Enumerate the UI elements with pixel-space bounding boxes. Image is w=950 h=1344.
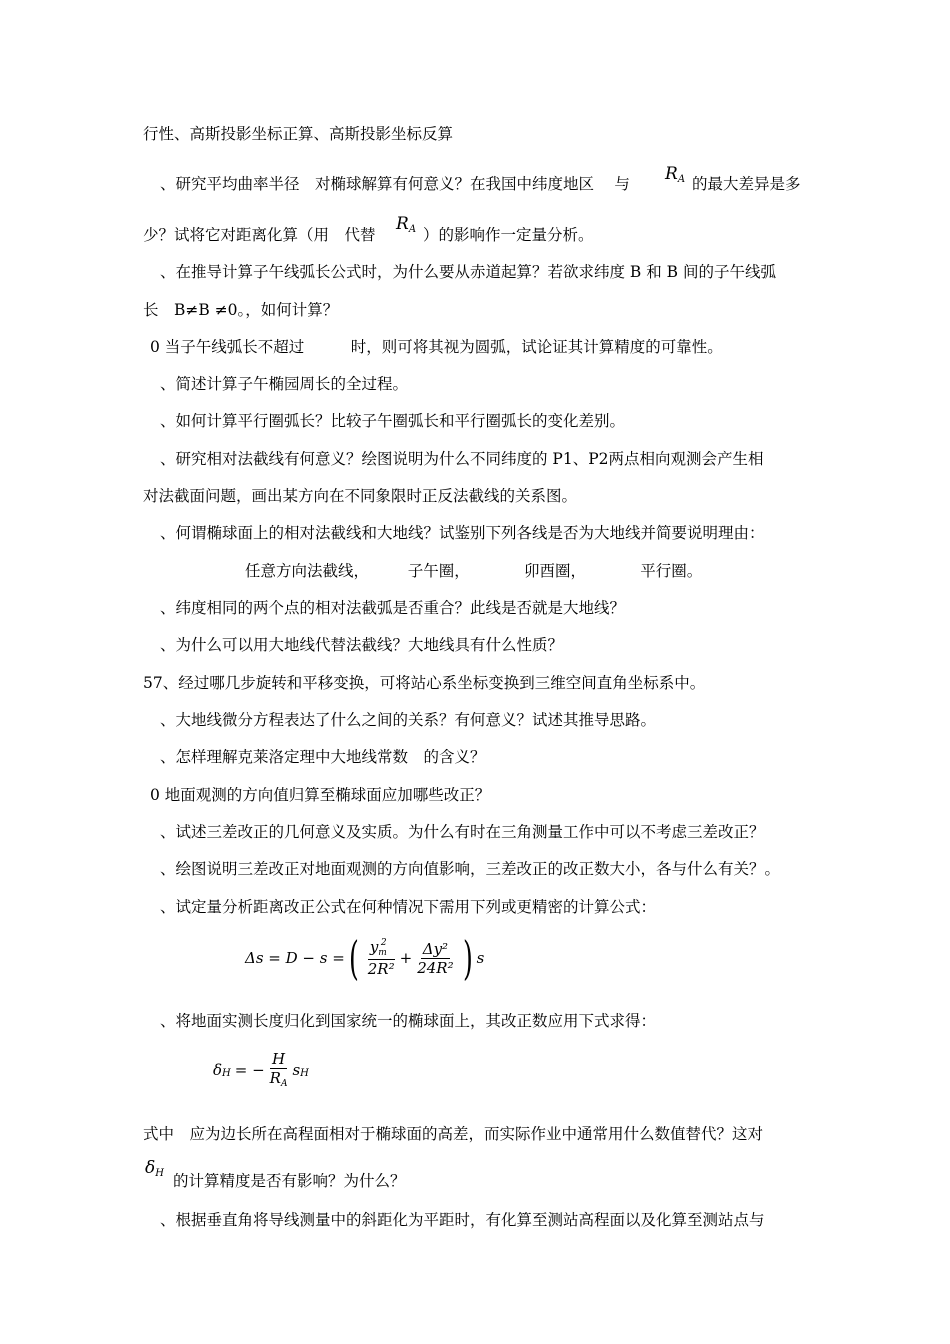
text-line: ）的影响作一定量分析。 xyxy=(423,226,594,244)
fraction: $\frac{H}{R_A}$ xyxy=(269,1050,288,1089)
math-symbol-delta-h: δH xyxy=(145,1158,164,1179)
text-line: 、研究平均曲率半径 对椭球解算有何意义？在我国中纬度地区 与 xyxy=(160,175,630,193)
text-line: 、为什么可以用大地线代替法截线？大地线具有什么性质？ xyxy=(160,636,564,654)
text-line: 、如何计算平行圈弧长？比较子午圈弧长和平行圈弧长的变化差别。 xyxy=(160,412,626,430)
text-line: 长 B≠B ≠0。，如何计算？ xyxy=(143,301,339,319)
text-line: 对法截面问题，画出某方向在不同象限时正反法截线的关系图。 xyxy=(143,487,578,505)
equation-distance-correction: Δs = D − s = ( $\frac{y_m^2}{\text{2R²}}$ + $\frac{\text{Δy²}}{\text{24R²}}$ ) s xyxy=(245,931,485,985)
text-line: 、怎样理解克莱洛定理中大地线常数 的含义？ xyxy=(160,748,486,766)
text-line: 式中 应为边长所在高程面相对于椭球面的高差，而实际作业中通常用什么数值替代？这对 xyxy=(143,1125,764,1143)
text-line: 、何谓椭球面上的相对法截线和大地线？试鉴别下列各线是否为大地线并简要说明理由： xyxy=(160,524,765,542)
fraction: $\frac{y_m^2}{\text{2R²}}$ xyxy=(367,938,395,978)
text-line: 0 地面观测的方向值归算至椭球面应加哪些改正？ xyxy=(150,786,491,804)
text-line: 、绘图说明三差改正对地面观测的方向值影响，三差改正的改正数大小，各与什么有关？。 xyxy=(160,860,781,878)
text-line: 的最大差异是多 xyxy=(692,175,801,193)
text-line: 的计算精度是否有影响？为什么？ xyxy=(173,1172,406,1190)
text-line: 、大地线微分方程表达了什么之间的关系？有何意义？试述其推导思路。 xyxy=(160,711,657,729)
equation-lhs: Δs = D − s = xyxy=(245,949,345,967)
text-line: 行性、高斯投影坐标正算、高斯投影坐标反算 xyxy=(143,125,454,143)
equation-height-correction: δ H = − $\frac{H}{R_A}$ s H xyxy=(213,1050,309,1089)
text-line: 、试定量分析距离改正公式在何种情况下需用下列或更精密的计算公式： xyxy=(160,898,657,916)
text-line: 任意方向法截线， 子午圈， 卯酉圈， 平行圈。 xyxy=(245,562,703,580)
text-line: 、试述三差改正的几何意义及实质。为什么有时在三角测量工作中可以不考虑三差改正？ xyxy=(160,823,765,841)
text-line: 、研究相对法截线有何意义？绘图说明为什么不同纬度的 P1、P2两点相向观测会产生相 xyxy=(160,450,764,468)
math-symbol-ra: RA xyxy=(396,214,417,235)
fraction: $\frac{\text{Δy²}}{\text{24R²}}$ xyxy=(417,939,454,977)
text-line: 、将地面实测长度归化到国家统一的椭球面上，其改正数应用下式求得： xyxy=(160,1012,657,1030)
text-line: 0 当子午线弧长不超过 时，则可将其视为圆弧，试论证其计算精度的可靠性。 xyxy=(150,338,723,356)
text-line: 、根据垂直角将导线测量中的斜距化为平距时，有化算至测站高程面以及化算至测站点与 xyxy=(160,1211,765,1229)
math-symbol-ra: RA xyxy=(665,164,686,185)
text-line: 、简述计算子午椭园周长的全过程。 xyxy=(160,375,409,393)
text-line: 、在推导计算子午线弧长公式时，为什么要从赤道起算？若欲求纬度 B 和 B 间的子午线弧 xyxy=(160,263,776,281)
text-line: 57、经过哪几步旋转和平移变换，可将站心系坐标变换到三维空间直角坐标系中。 xyxy=(143,674,706,692)
text-line: 、纬度相同的两个点的相对法截弧是否重合？此线是否就是大地线？ xyxy=(160,599,626,617)
text-line: 少？试将它对距离化算（用 代替 xyxy=(143,226,376,244)
